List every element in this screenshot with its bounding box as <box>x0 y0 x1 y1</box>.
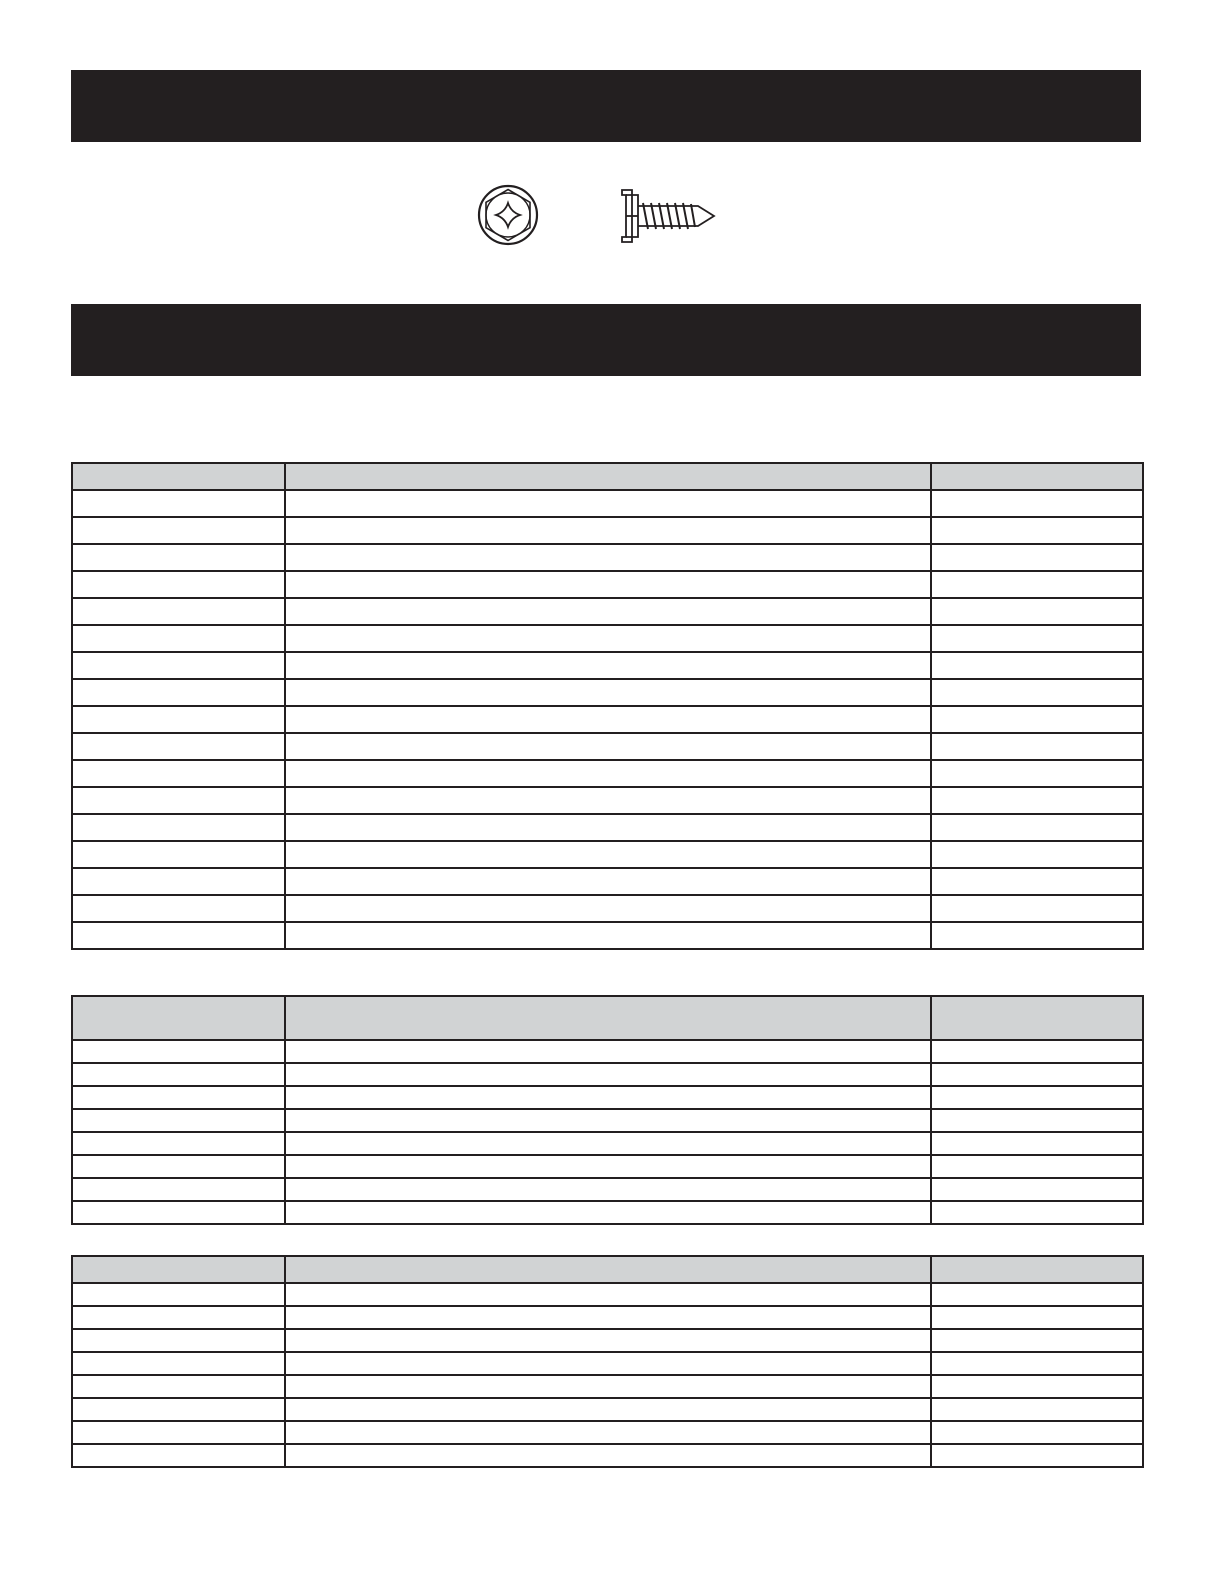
table-row <box>72 1421 1143 1444</box>
table-cell <box>285 922 931 949</box>
table-row <box>72 1306 1143 1329</box>
table-cell <box>72 544 285 571</box>
table-header-row <box>72 996 1143 1040</box>
table-cell <box>72 517 285 544</box>
table-cell <box>285 814 931 841</box>
table-cell <box>285 517 931 544</box>
table-cell <box>72 1155 285 1178</box>
table-cell <box>72 1063 285 1086</box>
table-cell <box>72 868 285 895</box>
table-row <box>72 598 1143 625</box>
table-row <box>72 814 1143 841</box>
table-cell <box>931 1063 1143 1086</box>
table-cell <box>931 544 1143 571</box>
table-cell <box>931 814 1143 841</box>
table-cell <box>285 544 931 571</box>
table-cell <box>285 652 931 679</box>
column-header <box>72 996 285 1040</box>
table-cell <box>72 895 285 922</box>
table-cell <box>72 652 285 679</box>
table-cell <box>931 571 1143 598</box>
table-cell <box>285 1329 931 1352</box>
table-cell <box>931 868 1143 895</box>
table-cell <box>931 490 1143 517</box>
table-cell <box>931 1375 1143 1398</box>
table-cell <box>72 598 285 625</box>
table-row <box>72 1132 1143 1155</box>
table-cell <box>931 1201 1143 1224</box>
parts-table-3 <box>71 1255 1144 1468</box>
table-cell <box>931 679 1143 706</box>
table-cell <box>285 760 931 787</box>
table-cell <box>285 1444 931 1467</box>
table-row <box>72 1155 1143 1178</box>
table-cell <box>285 625 931 652</box>
table-cell <box>72 1132 285 1155</box>
table-cell <box>285 706 931 733</box>
table-cell <box>72 1444 285 1467</box>
table-cell <box>72 922 285 949</box>
table-cell <box>285 490 931 517</box>
table-header-row <box>72 463 1143 490</box>
table-cell <box>285 1155 931 1178</box>
table-header-row <box>72 1256 1143 1283</box>
table-row <box>72 841 1143 868</box>
table-cell <box>931 1421 1143 1444</box>
table-row <box>72 868 1143 895</box>
table-row <box>72 1086 1143 1109</box>
table-cell <box>931 1132 1143 1155</box>
table-row <box>72 922 1143 949</box>
table-cell <box>285 1109 931 1132</box>
table-row <box>72 517 1143 544</box>
table-row <box>72 679 1143 706</box>
table-row <box>72 490 1143 517</box>
table-cell <box>931 733 1143 760</box>
header-band-middle <box>71 304 1141 376</box>
table-cell <box>72 841 285 868</box>
table-cell <box>285 1375 931 1398</box>
table-cell <box>285 598 931 625</box>
hex-screw-top-view-icon <box>479 186 537 244</box>
column-header <box>72 463 285 490</box>
table-cell <box>285 1178 931 1201</box>
table-cell <box>72 1375 285 1398</box>
table-cell <box>72 1178 285 1201</box>
table-cell <box>72 1109 285 1132</box>
table-cell <box>285 1132 931 1155</box>
table-cell <box>72 706 285 733</box>
table-cell <box>285 868 931 895</box>
screw-figure <box>470 184 720 248</box>
table-cell <box>931 922 1143 949</box>
table-row <box>72 571 1143 598</box>
table-cell <box>285 1398 931 1421</box>
table-cell <box>285 1352 931 1375</box>
table-cell <box>72 1306 285 1329</box>
column-header <box>931 463 1143 490</box>
table-cell <box>72 814 285 841</box>
table-cell <box>931 1444 1143 1467</box>
table-cell <box>285 787 931 814</box>
table-cell <box>931 1086 1143 1109</box>
table-cell <box>72 760 285 787</box>
table-cell <box>72 679 285 706</box>
table-row <box>72 1178 1143 1201</box>
table-cell <box>72 1329 285 1352</box>
table-row <box>72 1201 1143 1224</box>
table-cell <box>285 1040 931 1063</box>
table-cell <box>931 1155 1143 1178</box>
table-cell <box>285 1201 931 1224</box>
table-row <box>72 1063 1143 1086</box>
table-cell <box>931 1398 1143 1421</box>
column-header <box>285 1256 931 1283</box>
table-row <box>72 787 1143 814</box>
table-cell <box>285 841 931 868</box>
column-header <box>931 1256 1143 1283</box>
table-cell <box>931 1283 1143 1306</box>
table-cell <box>285 679 931 706</box>
column-header <box>931 996 1143 1040</box>
table-cell <box>285 895 931 922</box>
table-cell <box>931 1352 1143 1375</box>
table-cell <box>285 733 931 760</box>
parts-table-2 <box>71 995 1144 1225</box>
hex-screw-side-view-icon <box>622 190 714 242</box>
column-header <box>285 463 931 490</box>
header-band-top <box>71 70 1141 142</box>
table-row <box>72 760 1143 787</box>
table-cell <box>72 571 285 598</box>
table-row <box>72 1283 1143 1306</box>
table-row <box>72 1352 1143 1375</box>
table-cell <box>72 1040 285 1063</box>
table-cell <box>931 841 1143 868</box>
column-header <box>72 1256 285 1283</box>
table-cell <box>285 1063 931 1086</box>
table-row <box>72 544 1143 571</box>
table-row <box>72 733 1143 760</box>
table-row <box>72 1040 1143 1063</box>
table-row <box>72 1329 1143 1352</box>
table-cell <box>931 517 1143 544</box>
table-cell <box>931 787 1143 814</box>
table-cell <box>72 1398 285 1421</box>
table-cell <box>285 1283 931 1306</box>
table-row <box>72 625 1143 652</box>
table-row <box>72 706 1143 733</box>
table-cell <box>931 1178 1143 1201</box>
table-cell <box>931 652 1143 679</box>
table-cell <box>285 571 931 598</box>
table-cell <box>931 1109 1143 1132</box>
table-cell <box>72 625 285 652</box>
table-cell <box>72 1201 285 1224</box>
table-cell <box>931 598 1143 625</box>
table-cell <box>72 1421 285 1444</box>
table-row <box>72 1375 1143 1398</box>
table-cell <box>285 1306 931 1329</box>
table-cell <box>72 490 285 517</box>
table-cell <box>72 1352 285 1375</box>
table-cell <box>72 1086 285 1109</box>
table-cell <box>285 1086 931 1109</box>
table-cell <box>931 706 1143 733</box>
table-cell <box>931 1329 1143 1352</box>
table-cell <box>285 1421 931 1444</box>
table-cell <box>931 1306 1143 1329</box>
table-cell <box>931 625 1143 652</box>
table-row <box>72 1398 1143 1421</box>
column-header <box>285 996 931 1040</box>
parts-table-1 <box>71 462 1144 950</box>
table-cell <box>72 787 285 814</box>
table-cell <box>931 760 1143 787</box>
table-cell <box>931 1040 1143 1063</box>
table-row <box>72 895 1143 922</box>
table-cell <box>931 895 1143 922</box>
table-row <box>72 1109 1143 1132</box>
table-cell <box>72 733 285 760</box>
table-cell <box>72 1283 285 1306</box>
table-row <box>72 652 1143 679</box>
table-row <box>72 1444 1143 1467</box>
